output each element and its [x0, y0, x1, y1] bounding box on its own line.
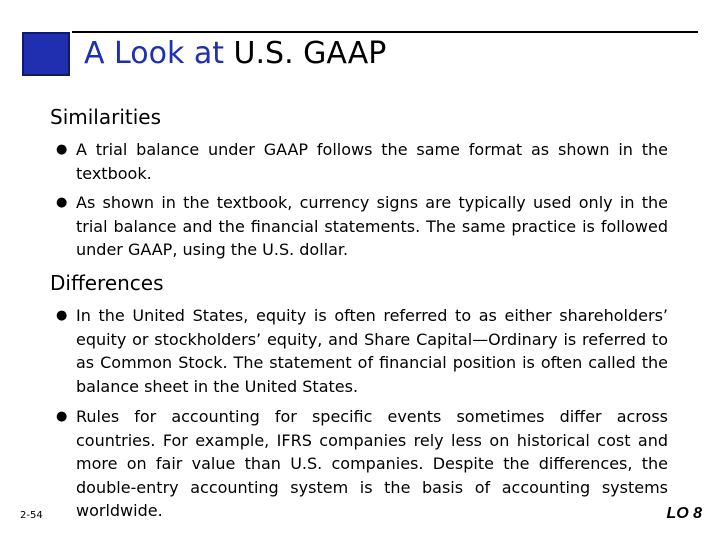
list-item: [56, 405, 668, 523]
bullet-dot-icon: ●: [56, 195, 68, 210]
section-heading-similarities: Similarities: [50, 105, 162, 129]
bullet-text: Rules for accounting for specific events sometimes differ across countries. For example, IFRS companies rely less on historical cost and more on fair value than U.S. companies. Despite the differences, the double-entry accounting system is the basis of accounting systems worldwide.: [76, 407, 668, 520]
bullet-text: As shown in the textbook, currency signs are typically used only in the trial balance and the financial statements. The same practice is followed under GAAP, using the U.S. dollar.: [76, 193, 668, 259]
title-accent-square: [22, 32, 70, 76]
page-title-main: U.S. GAAP: [233, 36, 387, 71]
page-title: [84, 34, 386, 74]
slide-number: 2-54: [20, 510, 43, 521]
list-item: [56, 304, 668, 398]
section-heading-differences: Differences: [50, 271, 164, 295]
bullet-dot-icon: ●: [56, 142, 68, 157]
bullet-dot-icon: ●: [56, 409, 68, 424]
list-item: [56, 191, 668, 262]
bullet-text: In the United States, equity is often referred to as either shareholders’ equity or stockholders’ equity, and Share Capital—Ordinary is referred to as Common Stock. The statement of financial position is often called the balance sheet in the United States.: [76, 306, 668, 396]
page-title-prefix: A Look at: [84, 36, 234, 71]
bullet-dot-icon: ●: [56, 308, 68, 323]
bullet-text: A trial balance under GAAP follows the same format as shown in the textbook.: [76, 140, 668, 183]
title-rule: [72, 31, 698, 33]
list-item: [56, 138, 668, 185]
learning-objective-label: LO 8: [666, 505, 702, 522]
